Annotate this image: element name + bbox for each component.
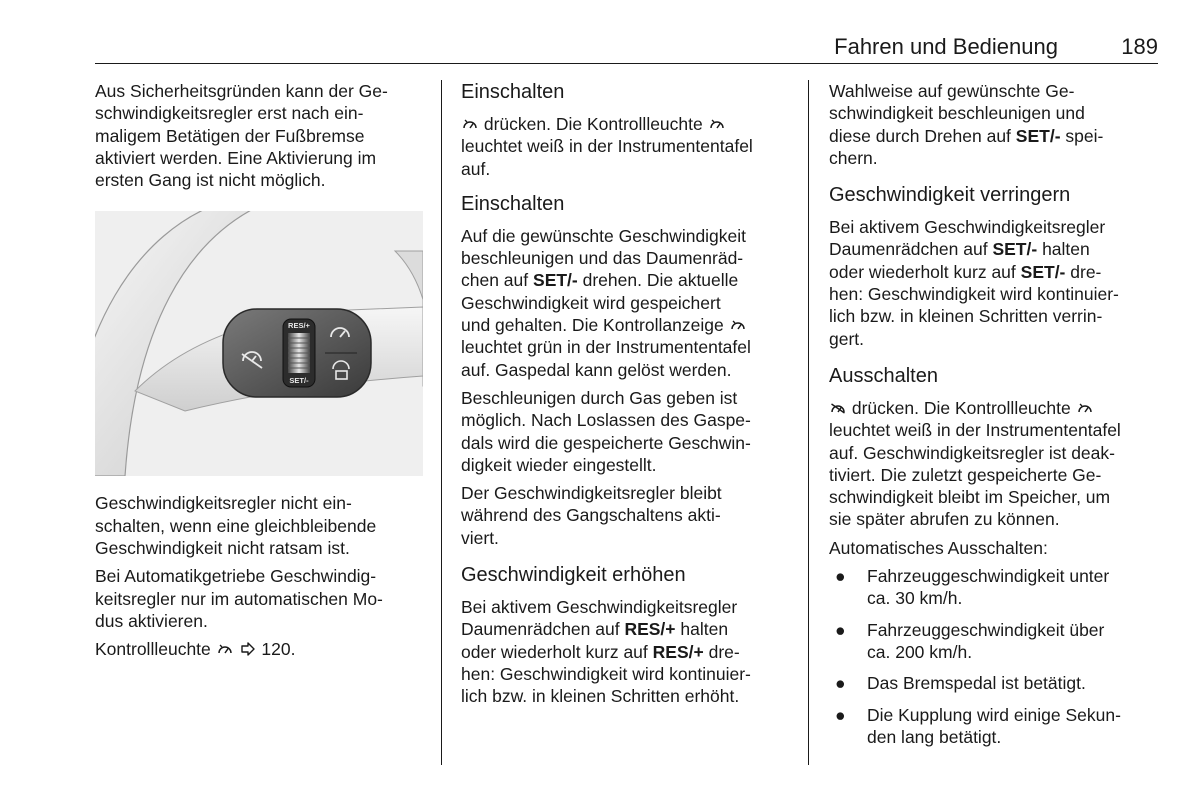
auto-off-label: Automatisches Ausschalten:: [829, 537, 1048, 558]
switch-on-paragraph: drücken. Die Kontrollleuchte leuchtet weiß in der Instrumententafel auf.: [461, 114, 753, 179]
res-label: RES/+: [652, 641, 704, 662]
switch-off-paragraph: drücken. Die Kontrollleuchte leuchtet weiß in der Instrumententafel auf. Geschwindigkeitsregler ist deak- tiviert. Die zuletzt gespeicherte Ge- schwindigkeit bleibt im Speicher, um sie später abrufen zu können.: [829, 397, 1121, 530]
decrease-paragraph: Bei aktivem Geschwindigkeitsregler Daumenrädchen auf SET/- halten oder wiederholt kurz auf SET/- dre- hen: Geschwindigkeit wird kontinuier- lich bzw. in kleinen Schritten verrin- gert.: [829, 217, 1119, 349]
steering-wheel-figure: [95, 211, 423, 476]
cruise-cancel-icon: [830, 401, 846, 415]
warning-paragraph: Geschwindigkeitsregler nicht ein- schalten, wenn eine gleichbleibende Geschwindigkeit nicht ratsam ist.: [95, 493, 377, 559]
bullet-icon: ●: [835, 673, 846, 694]
set-label: SET/-: [533, 270, 578, 291]
activate-paragraph: Auf die gewünschte Geschwindigkeit beschleunigen und das Daumenräd- chen auf SET/- drehen. Die aktuelle Geschwindigkeit wird gespeichert und gehalten. Die Kontrollanzeige leuchtet grün in der Instrumententafel auf. Gaspedal kann gelöst werden.: [461, 225, 751, 380]
heading-einschalten-2: Einschalten: [461, 192, 565, 215]
cruise-control-icon: [1077, 401, 1093, 415]
list-item: ● Fahrzeuggeschwindigkeit über ca. 200 km/h.: [835, 619, 1105, 662]
bullet-icon: ●: [835, 704, 846, 725]
set-label: SET/-: [1020, 261, 1066, 282]
cruise-control-icon: [730, 318, 746, 332]
column-middle: [461, 80, 791, 714]
steering-wheel-illustration: [95, 211, 423, 476]
cruise-control-icon: [462, 117, 478, 131]
reference-line: Kontrollleuchte 120.: [95, 639, 296, 660]
cruise-control-icon: [709, 117, 725, 131]
cruise-control-icon: [217, 642, 233, 656]
gearshift-paragraph: Der Geschwindigkeitsregler bleibt während des Gangschaltens akti- viert.: [461, 483, 722, 548]
accelerate-paragraph: Beschleunigen durch Gas geben ist möglich. Nach Loslassen des Gaspe- dals wird die gespeicherte Geschwin- digkeit wieder eingestellt.: [461, 387, 751, 475]
bullet-icon: ●: [835, 566, 846, 587]
bullet-icon: ●: [835, 619, 846, 640]
page-number: 189: [1121, 34, 1158, 59]
page-header: [0, 0, 1200, 64]
chapter-title: Fahren und Bedienung: [834, 34, 1058, 59]
auto-off-list: [829, 565, 1159, 748]
heading-einschalten-1: Einschalten: [461, 81, 565, 103]
heading-speed-decrease: Geschwindigkeit verringern: [829, 184, 1071, 207]
column-left: [95, 80, 423, 667]
res-label: RES/+: [624, 619, 676, 640]
set-label: SET/-: [992, 239, 1038, 260]
set-label: SET/-: [289, 376, 309, 386]
column-right: [829, 80, 1159, 757]
heading-speed-increase: Geschwindigkeit erhöhen: [461, 564, 686, 587]
page-reference-arrow-icon[interactable]: [240, 642, 256, 656]
column-divider-right: [808, 80, 809, 765]
optional-set-paragraph: Wahlweise auf gewünschte Ge- schwindigkeit beschleunigen und diese durch Drehen auf SET/- spei- chern.: [829, 81, 1104, 168]
reference-page-link[interactable]: 120.: [261, 639, 296, 660]
automatic-paragraph: Bei Automatikgetriebe Geschwindig- keitsregler nur im automatischen Mo- dus aktivieren.: [95, 566, 383, 631]
res-label: RES/+: [288, 321, 310, 331]
header-rule: [95, 63, 1158, 64]
heading-ausschalten: Ausschalten: [829, 364, 938, 387]
list-item: ● Fahrzeuggeschwindigkeit unter ca. 30 km/h.: [835, 566, 1110, 609]
set-label: SET/-: [1015, 125, 1061, 146]
increase-paragraph: Bei aktivem Geschwindigkeitsregler Daumenrädchen auf RES/+ halten oder wiederholt kurz auf RES/+ dre- hen: Geschwindigkeit wird kontinuier- lich bzw. in kleinen Schritten erhöht.: [461, 597, 751, 707]
list-item: ● Das Bremspedal ist betätigt.: [835, 673, 1086, 694]
intro-paragraph: Aus Sicherheitsgründen kann der Ge- schwindigkeitsregler erst nach ein- maligem Betätigen der Fußbremse aktiviert werden. Eine Aktivierung im ersten Gang ist nicht möglich.: [95, 81, 388, 191]
list-item: ● Die Kupplung wird einige Sekun- den lang betätigt.: [835, 704, 1121, 747]
column-divider-left: [441, 80, 442, 765]
